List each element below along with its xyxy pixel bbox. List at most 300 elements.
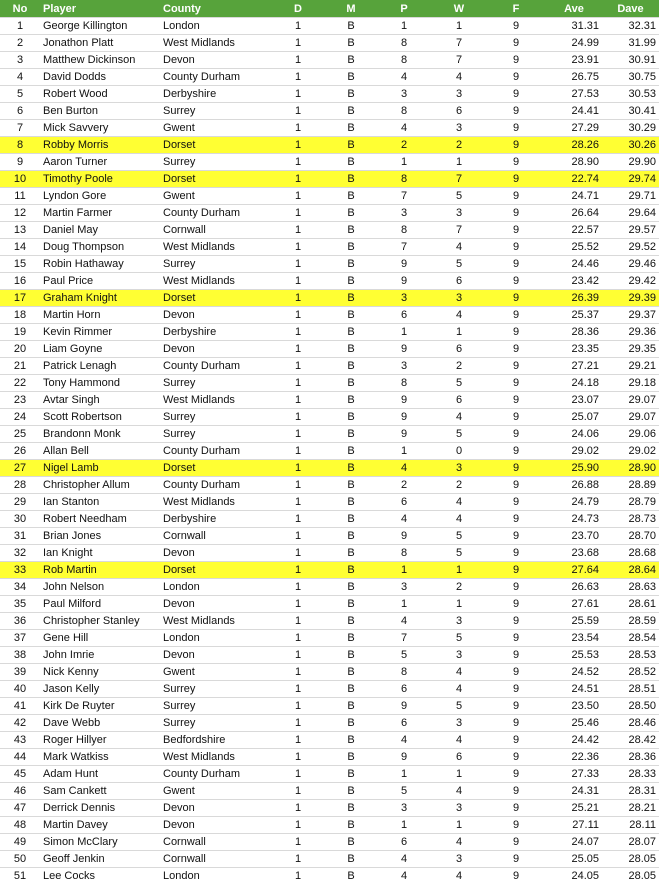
w-value: 3 (432, 290, 486, 307)
m-value: B (326, 732, 376, 749)
player-name: Ian Knight (40, 545, 160, 562)
f-value: 9 (486, 426, 546, 443)
county-name: West Midlands (160, 494, 270, 511)
county-name: Dorset (160, 171, 270, 188)
county-name: Gwent (160, 120, 270, 137)
p-value: 7 (376, 630, 432, 647)
table-row[interactable] (0, 239, 659, 256)
f-value: 9 (486, 171, 546, 188)
dave-value: 29.37 (602, 307, 659, 324)
ave-value: 31.31 (546, 18, 602, 35)
m-value: B (326, 664, 376, 681)
table-row[interactable] (0, 358, 659, 375)
dave-value: 28.33 (602, 766, 659, 783)
table-row[interactable] (0, 171, 659, 188)
row-number: 9 (0, 154, 40, 171)
table-row[interactable] (0, 579, 659, 596)
p-value: 1 (376, 817, 432, 834)
p-value: 9 (376, 273, 432, 290)
m-value: B (326, 290, 376, 307)
header-no[interactable]: No (0, 0, 40, 18)
ave-value: 26.64 (546, 205, 602, 222)
ave-value: 23.35 (546, 341, 602, 358)
ave-value: 25.53 (546, 647, 602, 664)
f-value: 9 (486, 647, 546, 664)
header-county[interactable]: County (160, 0, 270, 18)
table-row[interactable] (0, 596, 659, 613)
d-value: 1 (270, 188, 326, 205)
m-value: B (326, 698, 376, 715)
county-name: West Midlands (160, 35, 270, 52)
player-name: Brian Jones (40, 528, 160, 545)
table-row[interactable] (0, 18, 659, 35)
county-name: Devon (160, 817, 270, 834)
table-row[interactable] (0, 613, 659, 630)
f-value: 9 (486, 834, 546, 851)
county-name: West Midlands (160, 613, 270, 630)
d-value: 1 (270, 511, 326, 528)
f-value: 9 (486, 392, 546, 409)
f-value: 9 (486, 477, 546, 494)
table-row[interactable] (0, 256, 659, 273)
m-value: B (326, 511, 376, 528)
table-row[interactable] (0, 137, 659, 154)
d-value: 1 (270, 460, 326, 477)
w-value: 6 (432, 341, 486, 358)
row-number: 8 (0, 137, 40, 154)
dave-value: 28.42 (602, 732, 659, 749)
ave-value: 29.02 (546, 443, 602, 460)
player-name: Liam Goyne (40, 341, 160, 358)
w-value: 6 (432, 273, 486, 290)
m-value: B (326, 426, 376, 443)
f-value: 9 (486, 528, 546, 545)
table-row[interactable] (0, 324, 659, 341)
county-name: London (160, 579, 270, 596)
f-value: 9 (486, 239, 546, 256)
dave-value: 29.21 (602, 358, 659, 375)
dave-value: 30.41 (602, 103, 659, 120)
f-value: 9 (486, 800, 546, 817)
table-row[interactable] (0, 800, 659, 817)
dave-value: 28.36 (602, 749, 659, 766)
m-value: B (326, 273, 376, 290)
f-value: 9 (486, 545, 546, 562)
dave-value: 28.61 (602, 596, 659, 613)
row-number: 37 (0, 630, 40, 647)
table-row[interactable] (0, 103, 659, 120)
ave-value: 27.61 (546, 596, 602, 613)
w-value: 4 (432, 511, 486, 528)
m-value: B (326, 817, 376, 834)
table-row[interactable] (0, 647, 659, 664)
table-row[interactable] (0, 35, 659, 52)
table-row[interactable] (0, 851, 659, 868)
m-value: B (326, 171, 376, 188)
d-value: 1 (270, 766, 326, 783)
f-value: 9 (486, 273, 546, 290)
d-value: 1 (270, 375, 326, 392)
row-number: 50 (0, 851, 40, 868)
table-row[interactable] (0, 494, 659, 511)
f-value: 9 (486, 715, 546, 732)
ave-value: 27.53 (546, 86, 602, 103)
table-row[interactable] (0, 477, 659, 494)
ave-value: 23.68 (546, 545, 602, 562)
m-value: B (326, 596, 376, 613)
table-row[interactable] (0, 834, 659, 851)
f-value: 9 (486, 494, 546, 511)
header-m[interactable]: M (326, 0, 376, 18)
player-name: Geoff Jenkin (40, 851, 160, 868)
m-value: B (326, 222, 376, 239)
dave-value: 28.59 (602, 613, 659, 630)
p-value: 1 (376, 596, 432, 613)
table-row[interactable] (0, 290, 659, 307)
p-value: 2 (376, 137, 432, 154)
row-number: 35 (0, 596, 40, 613)
f-value: 9 (486, 732, 546, 749)
f-value: 9 (486, 18, 546, 35)
table-row[interactable] (0, 630, 659, 647)
w-value: 5 (432, 698, 486, 715)
dave-value: 28.54 (602, 630, 659, 647)
player-name: Nick Kenny (40, 664, 160, 681)
m-value: B (326, 358, 376, 375)
m-value: B (326, 392, 376, 409)
player-name: Patrick Lenagh (40, 358, 160, 375)
table-row[interactable] (0, 528, 659, 545)
w-value: 1 (432, 766, 486, 783)
m-value: B (326, 834, 376, 851)
header-ave[interactable]: Ave (546, 0, 602, 18)
county-name: London (160, 18, 270, 35)
w-value: 3 (432, 460, 486, 477)
player-name: Jason Kelly (40, 681, 160, 698)
p-value: 4 (376, 851, 432, 868)
f-value: 9 (486, 851, 546, 868)
table-body (0, 18, 659, 884)
f-value: 9 (486, 120, 546, 137)
player-name: Ian Stanton (40, 494, 160, 511)
w-value: 7 (432, 52, 486, 69)
w-value: 3 (432, 647, 486, 664)
d-value: 1 (270, 205, 326, 222)
player-name: Nigel Lamb (40, 460, 160, 477)
row-number: 17 (0, 290, 40, 307)
row-number: 12 (0, 205, 40, 222)
table-row[interactable] (0, 783, 659, 800)
p-value: 8 (376, 375, 432, 392)
county-name: Dorset (160, 137, 270, 154)
m-value: B (326, 52, 376, 69)
table-row[interactable] (0, 307, 659, 324)
ave-value: 24.51 (546, 681, 602, 698)
ave-value: 24.05 (546, 868, 602, 884)
dave-value: 28.64 (602, 562, 659, 579)
header-p[interactable]: P (376, 0, 432, 18)
dave-value: 32.31 (602, 18, 659, 35)
county-name: County Durham (160, 477, 270, 494)
w-value: 4 (432, 69, 486, 86)
table-row[interactable] (0, 120, 659, 137)
d-value: 1 (270, 817, 326, 834)
dave-value: 31.99 (602, 35, 659, 52)
row-number: 44 (0, 749, 40, 766)
ave-value: 23.70 (546, 528, 602, 545)
player-name: Rob Martin (40, 562, 160, 579)
p-value: 9 (376, 341, 432, 358)
w-value: 3 (432, 800, 486, 817)
row-number: 36 (0, 613, 40, 630)
header-w[interactable]: W (432, 0, 486, 18)
player-name: Doug Thompson (40, 239, 160, 256)
table-row[interactable] (0, 715, 659, 732)
d-value: 1 (270, 698, 326, 715)
table-row[interactable] (0, 698, 659, 715)
ave-value: 24.99 (546, 35, 602, 52)
table-row[interactable] (0, 817, 659, 834)
player-name: Robert Needham (40, 511, 160, 528)
table-row[interactable] (0, 409, 659, 426)
ave-value: 23.07 (546, 392, 602, 409)
county-name: Cornwall (160, 222, 270, 239)
player-name: Mark Watkiss (40, 749, 160, 766)
player-name: Jonathon Platt (40, 35, 160, 52)
county-name: County Durham (160, 358, 270, 375)
county-name: Derbyshire (160, 324, 270, 341)
dave-value: 28.53 (602, 647, 659, 664)
f-value: 9 (486, 664, 546, 681)
m-value: B (326, 715, 376, 732)
table-row[interactable] (0, 86, 659, 103)
w-value: 5 (432, 188, 486, 205)
m-value: B (326, 613, 376, 630)
m-value: B (326, 749, 376, 766)
p-value: 1 (376, 766, 432, 783)
player-name: Dave Webb (40, 715, 160, 732)
row-number: 47 (0, 800, 40, 817)
county-name: Dorset (160, 460, 270, 477)
m-value: B (326, 69, 376, 86)
p-value: 3 (376, 205, 432, 222)
player-name: Robby Morris (40, 137, 160, 154)
county-name: Devon (160, 341, 270, 358)
f-value: 9 (486, 86, 546, 103)
w-value: 4 (432, 868, 486, 884)
w-value: 1 (432, 18, 486, 35)
p-value: 3 (376, 358, 432, 375)
table-row[interactable] (0, 732, 659, 749)
table-row[interactable] (0, 545, 659, 562)
w-value: 5 (432, 630, 486, 647)
d-value: 1 (270, 664, 326, 681)
row-number: 15 (0, 256, 40, 273)
ave-value: 24.79 (546, 494, 602, 511)
header-d[interactable]: D (270, 0, 326, 18)
ave-value: 23.42 (546, 273, 602, 290)
d-value: 1 (270, 239, 326, 256)
dave-value: 28.21 (602, 800, 659, 817)
player-name: Robert Wood (40, 86, 160, 103)
row-number: 32 (0, 545, 40, 562)
d-value: 1 (270, 783, 326, 800)
ave-value: 26.88 (546, 477, 602, 494)
w-value: 7 (432, 171, 486, 188)
d-value: 1 (270, 392, 326, 409)
d-value: 1 (270, 69, 326, 86)
f-value: 9 (486, 137, 546, 154)
table-row[interactable] (0, 273, 659, 290)
county-name: Derbyshire (160, 511, 270, 528)
d-value: 1 (270, 715, 326, 732)
table-row[interactable] (0, 69, 659, 86)
f-value: 9 (486, 766, 546, 783)
header-f[interactable]: F (486, 0, 546, 18)
county-name: West Midlands (160, 392, 270, 409)
dave-value: 28.79 (602, 494, 659, 511)
row-number: 38 (0, 647, 40, 664)
m-value: B (326, 528, 376, 545)
table-row[interactable] (0, 426, 659, 443)
p-value: 3 (376, 290, 432, 307)
county-name: Gwent (160, 783, 270, 800)
m-value: B (326, 154, 376, 171)
player-name: Tony Hammond (40, 375, 160, 392)
row-number: 2 (0, 35, 40, 52)
dave-value: 28.68 (602, 545, 659, 562)
f-value: 9 (486, 35, 546, 52)
d-value: 1 (270, 222, 326, 239)
f-value: 9 (486, 681, 546, 698)
d-value: 1 (270, 307, 326, 324)
dave-value: 29.71 (602, 188, 659, 205)
table-row[interactable] (0, 681, 659, 698)
p-value: 3 (376, 800, 432, 817)
ave-value: 25.37 (546, 307, 602, 324)
d-value: 1 (270, 35, 326, 52)
header-dave[interactable]: Dave (602, 0, 659, 18)
w-value: 4 (432, 664, 486, 681)
table-row[interactable] (0, 205, 659, 222)
dave-value: 29.74 (602, 171, 659, 188)
p-value: 2 (376, 477, 432, 494)
p-value: 5 (376, 647, 432, 664)
row-number: 42 (0, 715, 40, 732)
table-row[interactable] (0, 443, 659, 460)
table-row[interactable] (0, 511, 659, 528)
county-name: County Durham (160, 69, 270, 86)
m-value: B (326, 579, 376, 596)
f-value: 9 (486, 341, 546, 358)
header-player[interactable]: Player (40, 0, 160, 18)
dave-value: 28.70 (602, 528, 659, 545)
table-row[interactable] (0, 341, 659, 358)
table-row[interactable] (0, 664, 659, 681)
f-value: 9 (486, 596, 546, 613)
dave-value: 30.29 (602, 120, 659, 137)
county-name: Devon (160, 307, 270, 324)
table-row[interactable] (0, 766, 659, 783)
dave-value: 28.05 (602, 851, 659, 868)
county-name: Surrey (160, 681, 270, 698)
w-value: 7 (432, 222, 486, 239)
table-row[interactable] (0, 392, 659, 409)
w-value: 0 (432, 443, 486, 460)
dave-value: 28.63 (602, 579, 659, 596)
dave-value: 28.73 (602, 511, 659, 528)
player-name: Roger Hillyer (40, 732, 160, 749)
dave-value: 29.46 (602, 256, 659, 273)
m-value: B (326, 18, 376, 35)
p-value: 6 (376, 307, 432, 324)
table-row[interactable] (0, 562, 659, 579)
w-value: 4 (432, 783, 486, 800)
county-name: Devon (160, 596, 270, 613)
row-number: 39 (0, 664, 40, 681)
player-name: David Dodds (40, 69, 160, 86)
f-value: 9 (486, 868, 546, 884)
d-value: 1 (270, 443, 326, 460)
d-value: 1 (270, 120, 326, 137)
row-number: 31 (0, 528, 40, 545)
dave-value: 29.07 (602, 409, 659, 426)
f-value: 9 (486, 205, 546, 222)
player-name: John Imrie (40, 647, 160, 664)
table-row[interactable] (0, 52, 659, 69)
ave-value: 24.46 (546, 256, 602, 273)
player-name: Matthew Dickinson (40, 52, 160, 69)
d-value: 1 (270, 647, 326, 664)
row-number: 41 (0, 698, 40, 715)
table-row[interactable] (0, 188, 659, 205)
w-value: 6 (432, 103, 486, 120)
m-value: B (326, 562, 376, 579)
d-value: 1 (270, 18, 326, 35)
table-row[interactable] (0, 375, 659, 392)
m-value: B (326, 409, 376, 426)
row-number: 40 (0, 681, 40, 698)
w-value: 4 (432, 239, 486, 256)
w-value: 1 (432, 324, 486, 341)
county-name: Surrey (160, 375, 270, 392)
m-value: B (326, 307, 376, 324)
player-name: Adam Hunt (40, 766, 160, 783)
p-value: 9 (376, 256, 432, 273)
row-number: 11 (0, 188, 40, 205)
county-name: Surrey (160, 409, 270, 426)
ave-value: 22.57 (546, 222, 602, 239)
player-name: Mick Savvery (40, 120, 160, 137)
dave-value: 30.53 (602, 86, 659, 103)
table-row[interactable] (0, 460, 659, 477)
w-value: 1 (432, 596, 486, 613)
d-value: 1 (270, 494, 326, 511)
m-value: B (326, 545, 376, 562)
county-name: Dorset (160, 290, 270, 307)
table-row[interactable] (0, 222, 659, 239)
ave-value: 24.42 (546, 732, 602, 749)
ave-value: 27.64 (546, 562, 602, 579)
ave-value: 27.33 (546, 766, 602, 783)
table-row[interactable] (0, 749, 659, 766)
d-value: 1 (270, 171, 326, 188)
county-name: Gwent (160, 188, 270, 205)
table-row[interactable] (0, 154, 659, 171)
d-value: 1 (270, 103, 326, 120)
row-number: 13 (0, 222, 40, 239)
d-value: 1 (270, 681, 326, 698)
